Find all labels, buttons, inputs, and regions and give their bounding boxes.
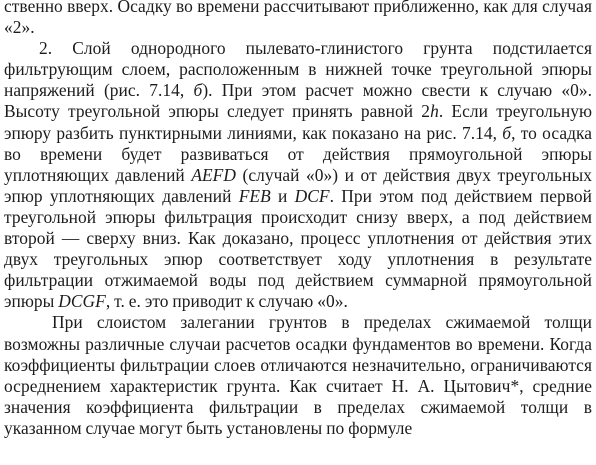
italic-diagram-label: DCF [294, 185, 330, 206]
paragraph-layered-soils [4, 312, 592, 439]
italic-figure-ref: б [502, 122, 512, 143]
italic-figure-ref: б [193, 80, 203, 101]
italic-diagram-label: DCGF [58, 291, 106, 312]
text-segment: ственно вверх. Осадку во времени рассчитывают приближенно, как для случая «2». [4, 0, 592, 38]
paragraph-case-2 [4, 38, 592, 312]
italic-variable: h [430, 101, 439, 122]
text-segment: . При этом под действием первой треугольной эпюры фильтрация происходит снизу вверх, а под действием второй — сверху вниз. Как доказано, процесс уплотнения от действия этих двух треугольных эпюр соответствует ходу уплотнения в результате фильтрации отжимаемой воды под действием суммарной прямоугольной эпюры [4, 185, 592, 312]
text-segment: , то осадка во времени будет развиваться от действия прямоугольной эпюры уплотняющих давлений [4, 122, 592, 185]
italic-diagram-label: FEB [238, 185, 271, 206]
italic-diagram-label: AEFD [191, 164, 236, 185]
paragraph-continuation [4, 0, 592, 38]
text-segment: ). При этом расчет можно свести к случаю «0». Высоту треугольной эпюры следует принять равной 2 [4, 80, 593, 122]
text-segment: 2. Слой однородного пылевато-глинистого грунта подстилается фильтрующим слоем, расположенным в нижней точке треугольной эпюры напряжений (рис. 7.14, [4, 38, 592, 101]
text-segment: и [270, 185, 295, 206]
text-segment: . Если треугольную эпюру разбить пунктирными линиями, как показано на рис. 7.14, [4, 101, 592, 143]
text-segment: , т. е. это приводит к случаю «0». [105, 291, 348, 312]
text-segment: (случай «0») и от действия двух треугольных эпюр уплотняющих давлений [4, 164, 592, 206]
text-segment: При слоистом залегании грунтов в пределах сжимаемой толщи возможны различные случаи расчетов осадки фундаментов во времени. Когда коэффициенты фильтрации слоев отличаются незначительно, ограничиваются осреднением характеристик грунта. Как считает Н. А. Цытович*, средние значения коэффициента фильтрации в пределах сжимаемой толщи в указанном случае могут быть установлены по формуле [4, 312, 592, 438]
